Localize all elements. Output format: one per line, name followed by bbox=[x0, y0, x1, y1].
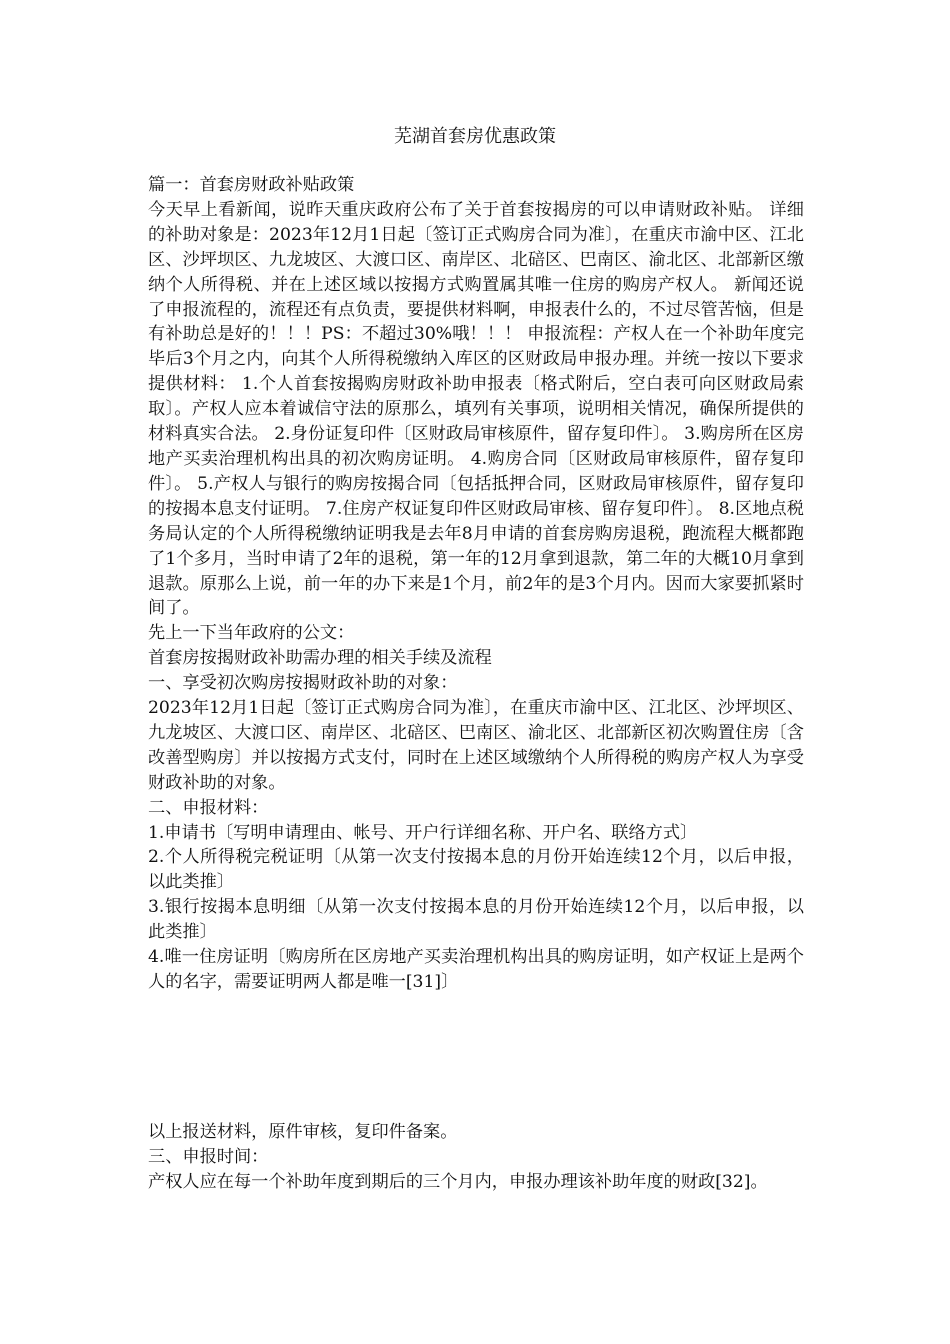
document-title: 芜湖首套房优惠政策 bbox=[394, 126, 556, 147]
material-item-2: 2.个人所得税完税证明〔从第一次支付按揭本息的月份开始连续12个月，以后申报，以此类推〕 bbox=[148, 847, 804, 893]
material-item-4: 4.唯一住房证明〔购房所在区房地产买卖治理机构出具的购房证明，如产权证上是两个人的名字，需要证明两人都是唯一[31]〕 bbox=[148, 947, 804, 992]
eligible-paragraph: 2023年12月1日起〔签订正式购房合同为准〕，在重庆市渝中区、江北区、沙坪坝区、九龙坡区、大渡口区、南岸区、北碚区、巴南区、渝北区、北部新区初次购置住房〔含改善型购房〕并以按揭方式支付，同时在上述区域缴纳个人所得税的购房产权人为享受财政补助的对象。 bbox=[148, 698, 804, 793]
material-item-1: 1.申请书〔写明申请理由、帐号、开户行详细名称、开户名、联络方式〕 bbox=[148, 822, 698, 843]
materials-note: 以上报送材料，原件审核，复印件备案。 bbox=[148, 1122, 458, 1142]
intro-line: 先上一下当年政府的公文： bbox=[148, 623, 355, 644]
time-paragraph: 产权人应在每一个补助年度到期后的三个月内，申报办理该补助年度的财政[32]。 bbox=[148, 1171, 768, 1192]
subheading-materials: 二、申报材料： bbox=[148, 797, 269, 818]
policy-title: 首套房按揭财政补助需办理的相关手续及流程 bbox=[148, 648, 492, 669]
document-body-tail bbox=[148, 1120, 804, 1195]
section-heading-1: 篇一：首套房财政补贴政策 bbox=[148, 175, 355, 195]
material-item-3: 3.银行按揭本息明细〔从第一次支付按揭本息的月份开始连续12个月，以后申报，以此类推〕 bbox=[148, 897, 804, 943]
document-body-main bbox=[148, 173, 804, 995]
news-paragraph: 今天早上看新闻，说昨天重庆政府公布了关于首套按揭房的可以申请财政补贴。 详细的补助对象是：2023年12月1日起〔签订正式购房合同为准〕，在重庆市渝中区、江北区、沙坪坝区、九龙坡区、大渡口区、南岸区、北碚区、巴南区、渝北区、北部新区缴纳个人所得税、并在上述区域以按揭方式购置属其唯一住房的购房产权人。 新闻还说了申报流程的，流程还有点负责，要提供材料啊，申报表什么的，不过尽管苦恼，但是有补助总是好的！！！PS：不超过30%哦！！！ 申报流程：产权人在一个补助年度完毕后3个月之内，向其个人所得税缴纳入库区的区财政局申报办理。并统一按以下要求提供材料： 1.个人首套按揭购房财政补助申报表〔格式附后，空白表可向区财政局索取〕。产权人应本着诚信守法的原那么，填列有关事项，说明相关情况，确保所提供的材料真实合法。 2.身份证复印件〔区财政局审核原件，留存复印件〕。 3.购房所在区房地产买卖治理机构出具的初次购房证明。 4.购房合同〔区财政局审核原件，留存复印件〕。 5.产权人与银行的购房按揭合同〔包括抵押合同，区财政局审核原件，留存复印的按揭本息支付证明。 7.住房产权证复印件区财政局审核、留存复印件〕。 8.区地点税务局认定的个人所得税缴纳证明我是去年8月申请的首套房购房退税，跑流程大概都跑了1个多月，当时申请了2年的退税，第一年的12月拿到退款，第二年的大概10月拿到退款。原那么上说，前一年的办下来是1个月，前2年的是3个月内。因而大家要抓紧时间了。 bbox=[148, 199, 804, 619]
subheading-time: 三、申报时间： bbox=[148, 1146, 269, 1167]
subheading-eligible: 一、享受初次购房按揭财政补助的对象： bbox=[148, 673, 458, 694]
